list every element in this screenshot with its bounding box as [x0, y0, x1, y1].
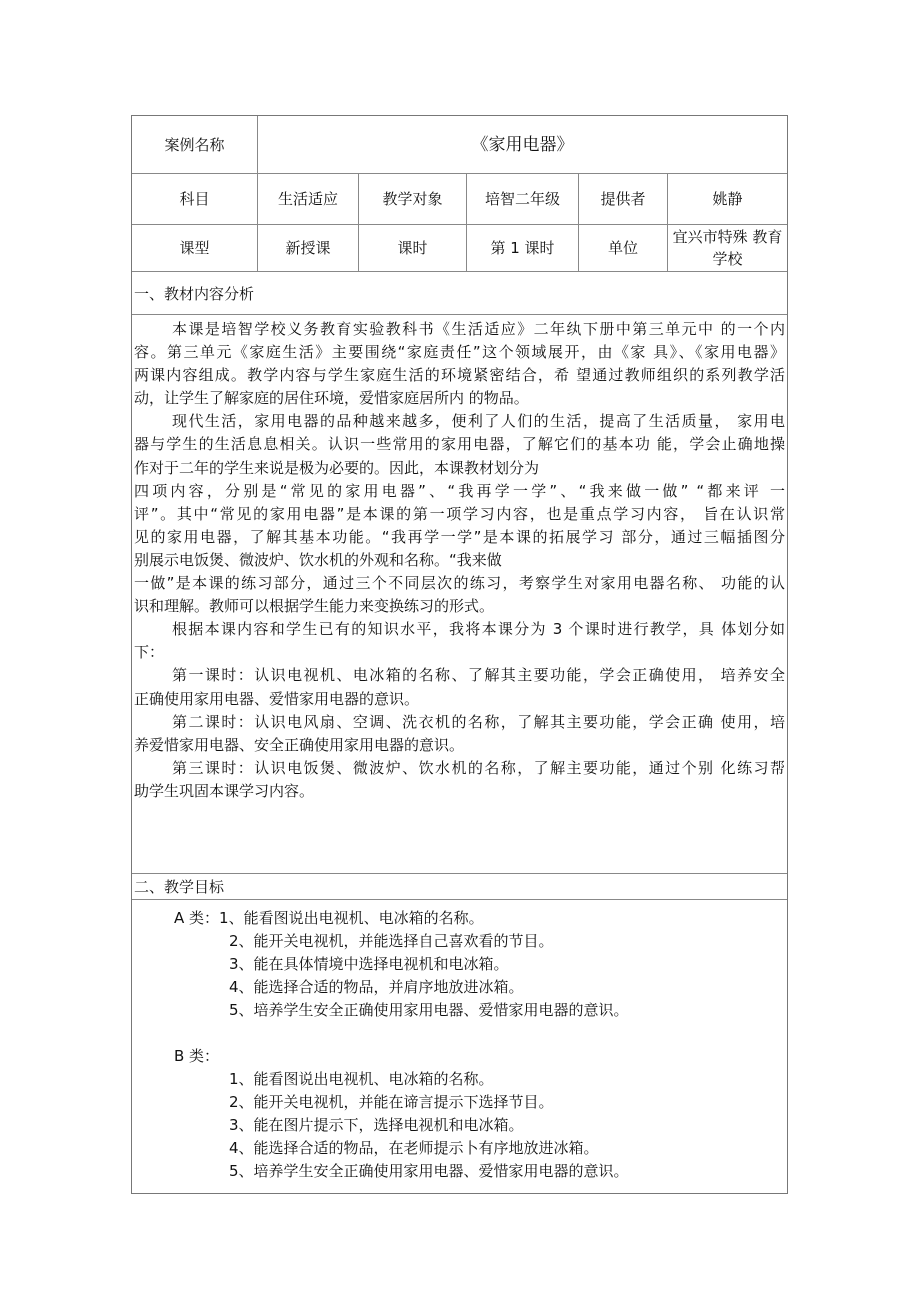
goal-a-item: 2、能开关电视机，并能选择自己喜欢看的节目。 — [229, 932, 554, 950]
paragraph-line: 两课内容组成。教学内容与学生家庭生活的环境紧密结合，希 望通过教师组织的系列教学活 — [134, 366, 785, 385]
paragraph-line: 评”。其中“常见的家用电器”是本课的第一项学习内容，也是重点学习内容， 旨在认识常 — [134, 504, 785, 523]
paragraph-line: 见的家用电器，了解其基本功能。“我再学一学”是本课的拓展学习 部分，通过三幅插图分 — [134, 527, 785, 546]
paragraph-line: 正确使用家用电器、爱惜家用电器的意识。 — [134, 689, 420, 708]
paragraph — [134, 410, 785, 479]
section2-content — [132, 900, 787, 1193]
paragraph-line: 第二课时：认识电风扇、空调、洗衣机的名称，了解其主要功能，学会正确 使用，培 — [172, 712, 785, 731]
provider-value: 姚静 — [712, 190, 743, 208]
paragraph — [134, 757, 785, 803]
paragraph — [134, 572, 785, 618]
case-name-row — [132, 116, 787, 174]
goal-a-item: 5、培养学生安全正确使用家用电器、爱惜家用电器的意识。 — [229, 1001, 629, 1019]
paragraph-line: 作对于二年的学生来说是极为必要的。因此，本课教材划分为 — [134, 458, 540, 477]
paragraph-line: 本课是培智学校义务教育实验教科书《生活适应》二年纨下册中第三单元中 的一个内 — [172, 320, 785, 338]
section1-content — [132, 315, 787, 874]
paragraph-line: 现代生活，家用电器的品种越来越多，便利了人们的生活，提高了生活质量， 家用电 — [172, 412, 785, 431]
lesson-plan-table — [131, 115, 788, 1194]
goal-b-item: 1、能看图说出电视机、电冰箱的名称。 — [229, 1070, 494, 1088]
paragraph-line: 一做”是本课的练习部分，通过三个不同层次的练习，考察学生对家用电器名称、 功能的认 — [134, 574, 785, 593]
goal-b-item: 3、能在图片提示下，选择电视机和电冰箱。 — [229, 1116, 524, 1134]
paragraph-line: 第三课时：认识电饭煲、微波炉、饮水机的名称，了解主要功能，通过个别 化练习帮 — [172, 758, 785, 777]
provider-label: 提供者 — [579, 174, 668, 224]
subject-label: 科目 — [132, 174, 258, 224]
unit-value: 宜兴市特殊 教育学校 — [672, 228, 783, 268]
section1-title: 一、教材内容分析 — [132, 272, 787, 315]
paragraph-line: 动，让学生了解家庭的居住环境，爱惜家庭居所内 的物品。 — [134, 389, 529, 408]
paragraph-line: 四项内容，分别是“常见的家用电器”、“我再学一学”、“我来做一做” “都来评 一 — [134, 481, 785, 500]
paragraph — [134, 664, 785, 710]
case-name-label: 案例名称 — [132, 116, 258, 173]
goal-b-item: 5、培养学生安全正确使用家用电器、爱惜家用电器的意识。 — [229, 1162, 629, 1180]
subject-value: 生活适应 — [258, 174, 359, 224]
goal-b-item: 2、能开关电视机，并能在谛言提示下选择节目。 — [229, 1093, 554, 1111]
goal-a-item: 3、能在具体情境中选择电视机和电冰箱。 — [229, 955, 509, 973]
goal-b-item: 4、能选择合适的物品，在老师提示卜有序地放进冰箱。 — [229, 1139, 599, 1157]
paragraph-line: 容。第三单元《家庭生活》主要围绕“家庭责任”这个领域展开，由《家 具》、《家用电器》 — [134, 343, 785, 362]
case-name-value: 《家用电器》 — [471, 134, 574, 155]
audience-label: 教学对象 — [359, 174, 467, 224]
paragraph — [134, 318, 785, 410]
period-label: 课时 — [359, 225, 467, 271]
paragraph-line: 器与学生的生活息息相关。认识一些常用的家用电器，了解它们的基本功 能，学会止确地操 — [134, 435, 785, 454]
paragraph — [134, 711, 785, 757]
paragraph-line: 识和理解。教师可以根据学生能力来变换练习的形式。 — [134, 597, 495, 616]
section2-title: 二、教学目标 — [132, 874, 787, 900]
period-value: 第 1 课时 — [467, 225, 579, 271]
paragraph-line: 助学生巩固本课学习内容。 — [134, 781, 315, 800]
paragraph-line: 第一课时：认识电视机、电冰箱的名称、了解其主要功能，学会正确使用， 培养安全 — [172, 666, 785, 685]
goal-a-item: 4、能选择合适的物品，并肩序地放进冰箱。 — [229, 978, 524, 996]
goal-group-a-label: A 类： — [174, 909, 220, 927]
paragraph-line: 下： — [134, 643, 165, 662]
goal-group-b-label: B 类： — [174, 1047, 220, 1065]
goal-group-a-row — [132, 907, 787, 930]
paragraph — [134, 618, 785, 664]
paragraph-line: 养爱惜家用电器、安全正确使用家用电器的意识。 — [134, 735, 465, 754]
paragraph-line: 别展示电饭煲、微波炉、饮水机的外观和名称。“我来做 — [134, 550, 502, 569]
lesson-type-label: 课型 — [132, 225, 258, 271]
paragraph-line: 根据本课内容和学生已有的知识水平，我将本课分为 3 个课时进行教学，具 体划分如 — [172, 620, 785, 639]
paragraph — [134, 480, 785, 572]
lesson-type-row — [132, 225, 787, 272]
subject-row — [132, 174, 787, 225]
goal-a-item: 1、能看图说出电视机、电冰箱的名称。 — [219, 909, 484, 927]
lesson-type-value: 新授课 — [258, 225, 359, 271]
unit-label: 单位 — [579, 225, 668, 271]
audience-value: 培智二年级 — [467, 174, 579, 224]
